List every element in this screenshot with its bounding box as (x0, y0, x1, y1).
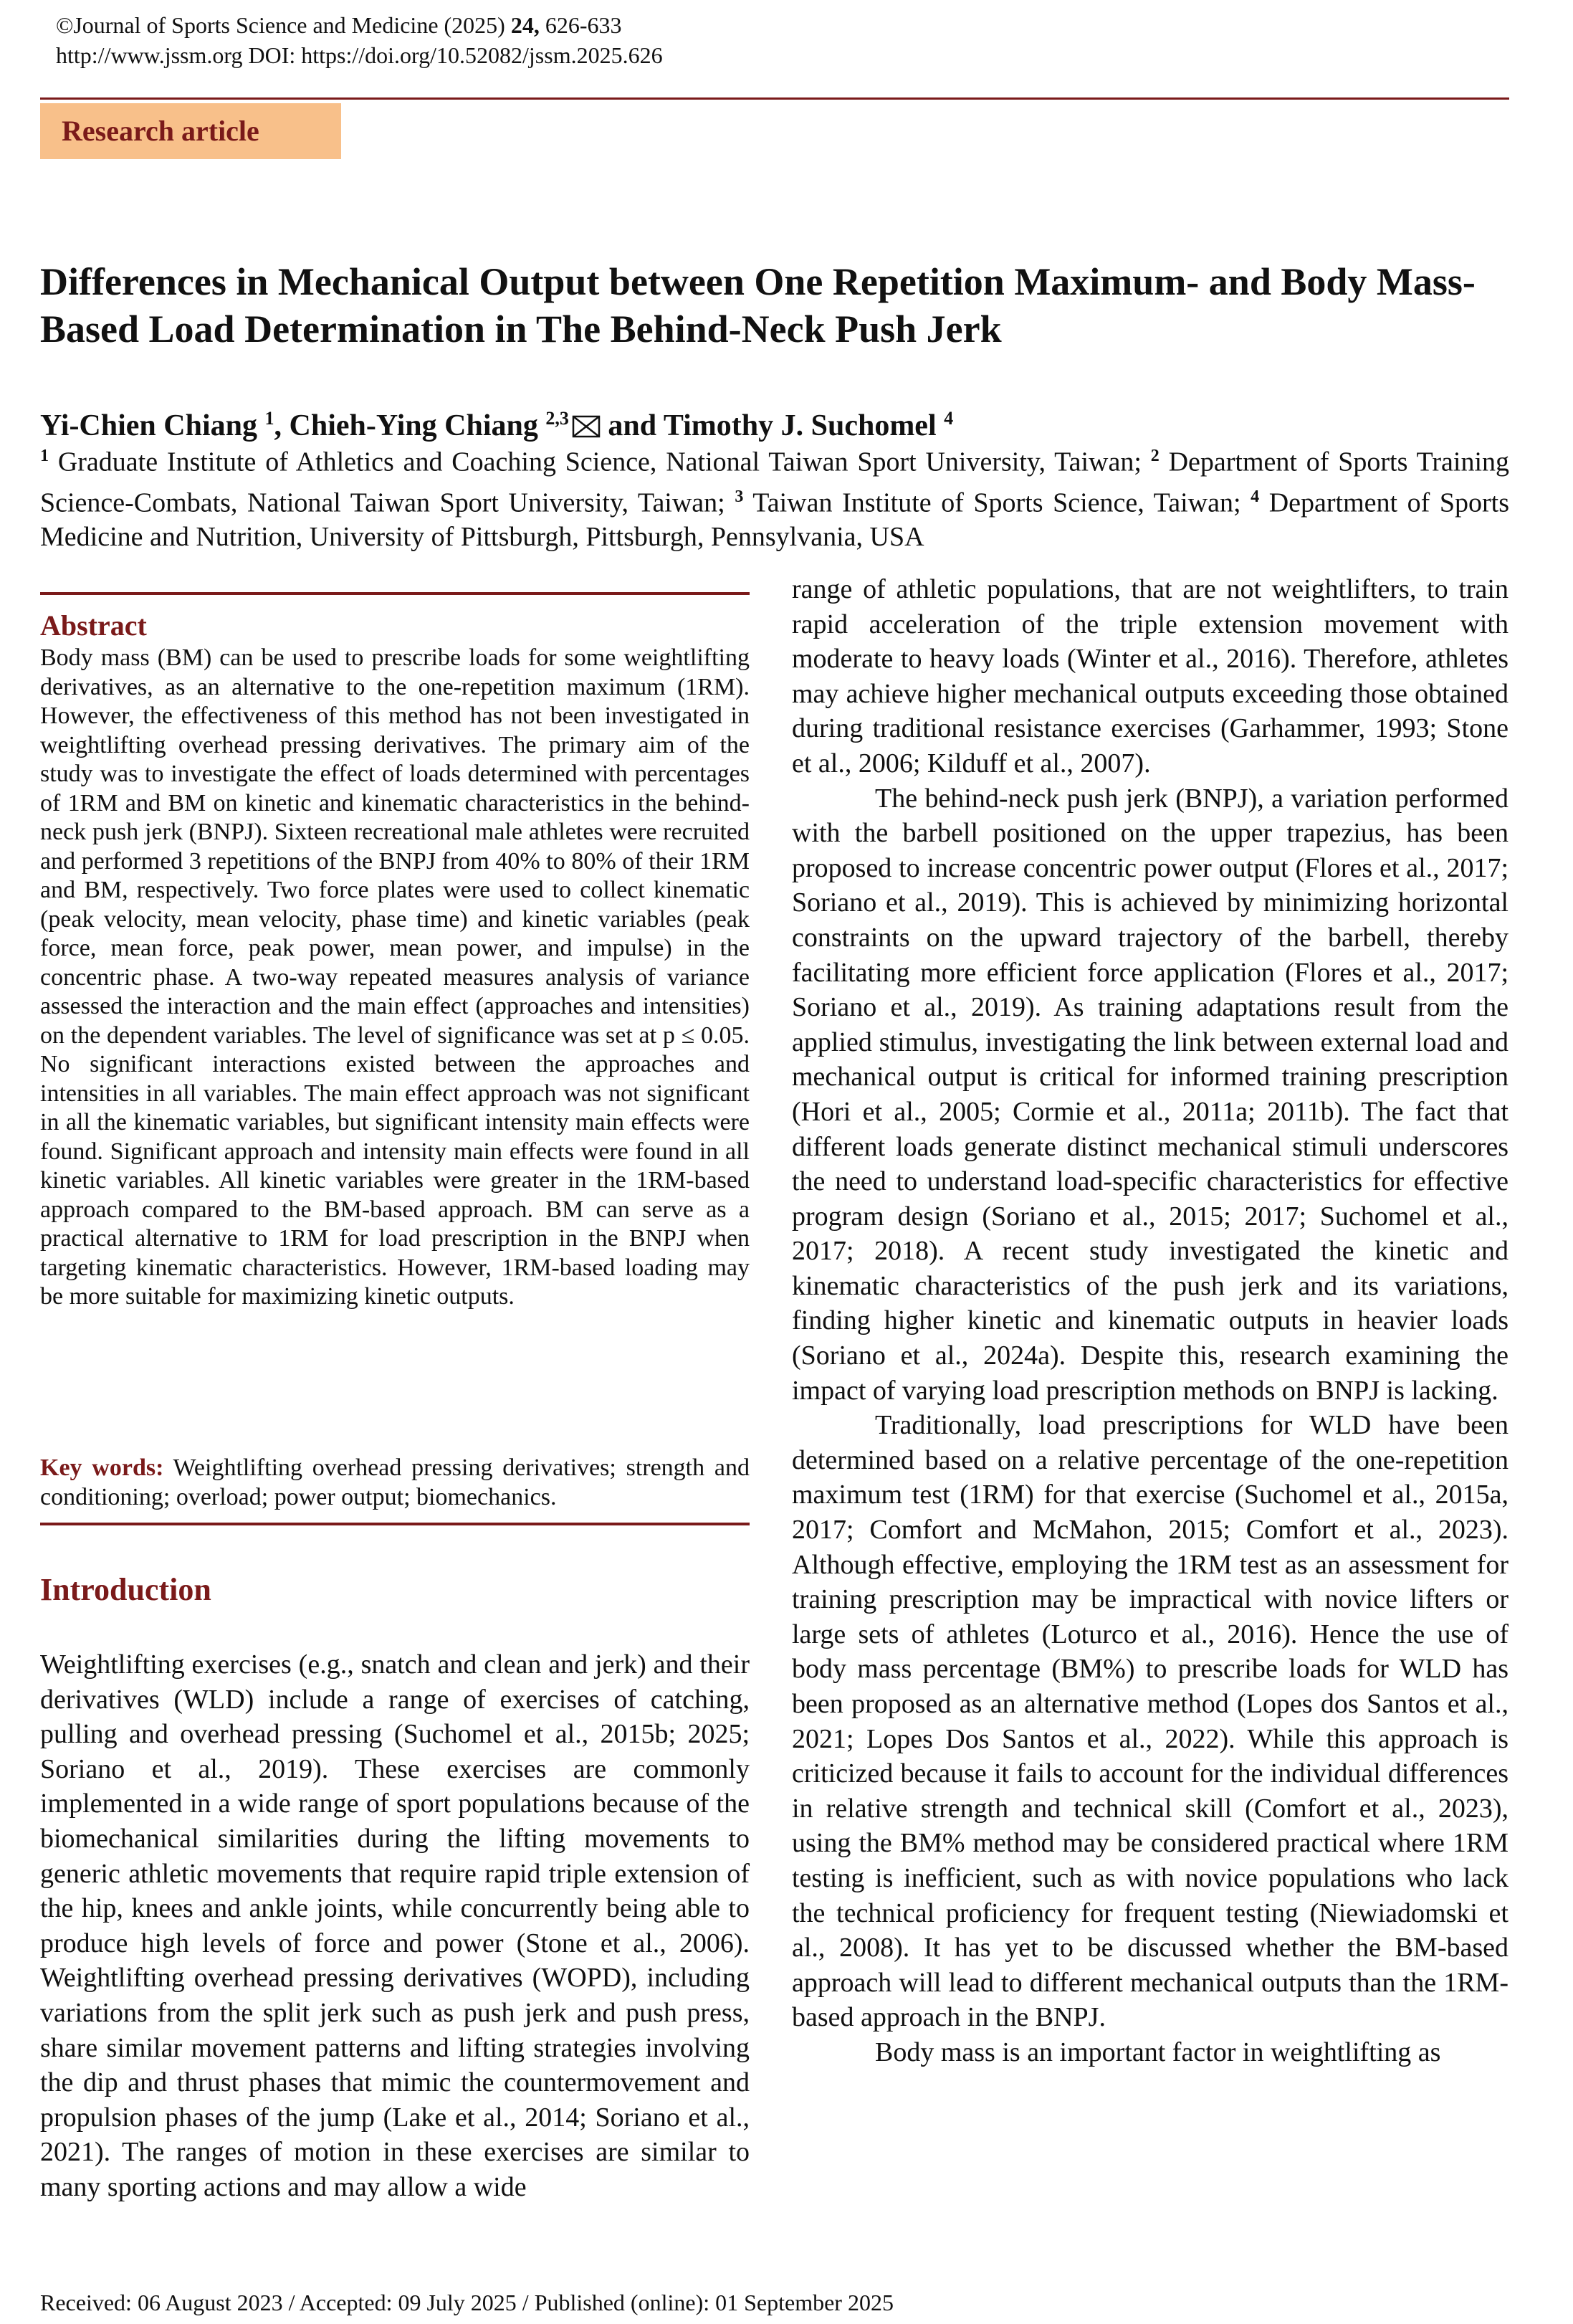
envelope-icon[interactable] (572, 410, 601, 433)
article-type-label: Research article (62, 115, 259, 147)
journal-url-doi-line: http://www.jssm.org DOI: https://doi.org/10.52082/jssm.2025.626 (56, 42, 663, 68)
keywords (40, 1454, 750, 1512)
affiliations: $^1$ Graduate Institute of Athletics and Coaching Science, National Taiwan Sport University, Taiwan; $^2$ Department of Sports Training Science-Combats, National Taiwan Sport University, Taiwan; $^3$ Taiwan Institute of Sports Science, Taiwan; $^4$ Department of Sports Medicine and Nutrition, University of Pittsburgh, Pittsburgh, Pennsylvania, USA (40, 447, 1509, 553)
publication-dates-footer: Received: 06 August 2023 / Accepted: 09 July 2025 / Published (online): 01 September 2025 (40, 2290, 894, 2315)
paragraph: Body mass is an important factor in weightlifting as (875, 2037, 1441, 2067)
paragraph: The behind-neck push jerk (BNPJ), a variation performed with the barbell positioned on the upper trapezius, has been proposed to increase concentric power output (Flores et al., 2017; Soriano et al., 2019). This is achieved by minimizing horizontal constraints on the upward trajectory of the barbell, thereby facilitating more efficient force application (Flores et al., 2017; Soriano et al., 2019). As training adaptations result from the applied stimulus, investigating the link between external load and mechanical output is critical for informed training prescription (Hori et al., 2005; Cormie et al., 2011a; 2011b). The fact that different loads generate distinct mechanical stimuli underscores the need to understand load-specific characteristics for effective program design (Soriano et al., 2015; 2017; Suchomel et al., 2017; 2018). A recent study investigated the kinetic and kinematic characteristics of the push jerk and its variations, finding higher kinetic and kinematic outputs in heavier loads (Soriano et al., 2024a). Despite this, research examining the impact of varying load prescription methods on BNPJ is lacking. (792, 783, 1509, 1406)
abstract-top-rule (40, 592, 750, 595)
author-2: , Chieh-Ying Chiang (274, 409, 546, 442)
journal-header (56, 10, 663, 70)
article-type-badge (40, 103, 341, 159)
journal-citation-line: ©Journal of Sports Science and Medicine (2025) 24, 626-633 (56, 12, 622, 38)
paragraph: Weightlifting exercises (e.g., snatch and clean and jerk) and their derivatives (WLD) include a range of exercises of catching, pulling and overhead pressing (Suchomel et al., 2015b; 2025; Soriano et al., 2019). These exercises are commonly implemented in a wide range of sport populations because of the biomechanical similarities during the lifting movements to generic athletic movements that require rapid triple extension of the hip, knees and ankle joints, while concurrently being able to produce high levels of force and power (Stone et al., 2006). Weightlifting overhead pressing derivatives (WOPD), including variations from the split jerk such as push jerk and push press, share similar movement patterns and lifting strategies involving the dip and thrust phases that mimic the countermovement and propulsion phases of the jump (Lake et al., 2014; Soriano et al., 2021). The ranges of motion in these exercises are similar to many sporting actions and may allow a wide (40, 1649, 750, 2202)
abstract-bottom-rule (40, 1523, 750, 1525)
paragraph: range of athletic populations, that are not weightlifters, to train rapid acceleration of the triple extension movement with moderate to heavy loads (Winter et al., 2016). Therefore, athletes may achieve higher mechanical outputs exceeding those obtained during traditional resistance exercises (Garhammer, 1993; Stone et al., 2006; Kilduff et al., 2007). (792, 574, 1509, 778)
introduction-heading: Introduction (40, 1572, 211, 1607)
abstract-text: Body mass (BM) can be used to prescribe loads for some weightlifting derivatives, as an alternative to the one-repetition maximum (1RM). However, the effectiveness of this method has not been investigated in weightlifting overhead pressing derivatives. The primary aim of the study was to investigate the effect of loads determined with percentages of 1RM and BM on kinetic and kinematic characteristics in the behind-neck push jerk (BNPJ). Sixteen recreational male athletes were recruited and performed 3 repetitions of the BNPJ from 40% to 80% of their 1RM and BM, respectively. Two force plates were used to collect kinematic (peak velocity, mean velocity, phase time) and kinetic variables (peak force, mean force, peak power, mean power, and impulse) in the concentric phase. A two-way repeated measures analysis of variance assessed the interaction and the main effect (approaches and intensities) on the dependent variables. The level of significance was set at p ≤ 0.05. No significant interactions existed between the approaches and intensities in all variables. The main effect approach was not significant in all the kinematic variables, but significant intensity main effects were found. Significant approach and intensity main effects were found in all kinetic variables. All kinetic variables were greater in the 1RM-based approach compared to the BM-based approach. BM can serve as a practical alternative to 1RM for load prescription in the BNPJ when targeting kinematic characteristics. However, 1RM-based loading may be more suitable for maximizing kinetic outputs. (40, 644, 750, 1310)
author-3: and Timothy J. Suchomel (600, 409, 945, 442)
article-title: Differences in Mechanical Output between One Repetition Maximum- and Body Mass-Based Load Determination in The Behind-Neck Push Jerk (40, 260, 1476, 351)
journal-volume: 24, (510, 12, 540, 38)
header-rule (40, 97, 1509, 100)
paragraph: Traditionally, load prescriptions for WLD have been determined based on a relative percentage of the one-repetition maximum test (1RM) for that exercise (Suchomel et al., 2015a, 2017; Comfort and McMahon, 2015; Comfort et al., 2023). Although effective, employing the 1RM test as an assessment for training prescription may be impractical with novice lifters or large sets of athletes (Loturco et al., 2016). Hence the use of body mass percentage (BM%) to prescribe loads for WLD has been proposed as an alternative method (Lopes dos Santos et al., 2021; Lopes Dos Santos et al., 2022). While this approach is criticized because it fails to account for the individual differences in relative strength and technical skill (Comfort et al., 2023), using the BM% method may be considered practical where 1RM testing is inefficient, such as with novice populations who lack the technical proficiency for frequent testing (Niewiadomski et al., 2008). It has yet to be discussed whether the BM-based approach will lead to different mechanical outputs than the 1RM-based approach in the BNPJ. (792, 1410, 1509, 2033)
abstract-heading: Abstract (40, 609, 147, 642)
right-column-text (792, 572, 1509, 2070)
keywords-text: Weightlifting overhead pressing derivatives; strength and conditioning; overload; power output; biomechanics. (40, 1454, 750, 1510)
author-1: Yi-Chien Chiang (40, 409, 265, 442)
keywords-label: Key words: (40, 1454, 164, 1481)
introduction-left-text (40, 1647, 750, 2205)
author-line: Yi-Chien Chiang $^1$, Chieh-Ying Chiang $^{2,3}$ and Timothy J. Suchomel $^4$ (40, 408, 954, 442)
